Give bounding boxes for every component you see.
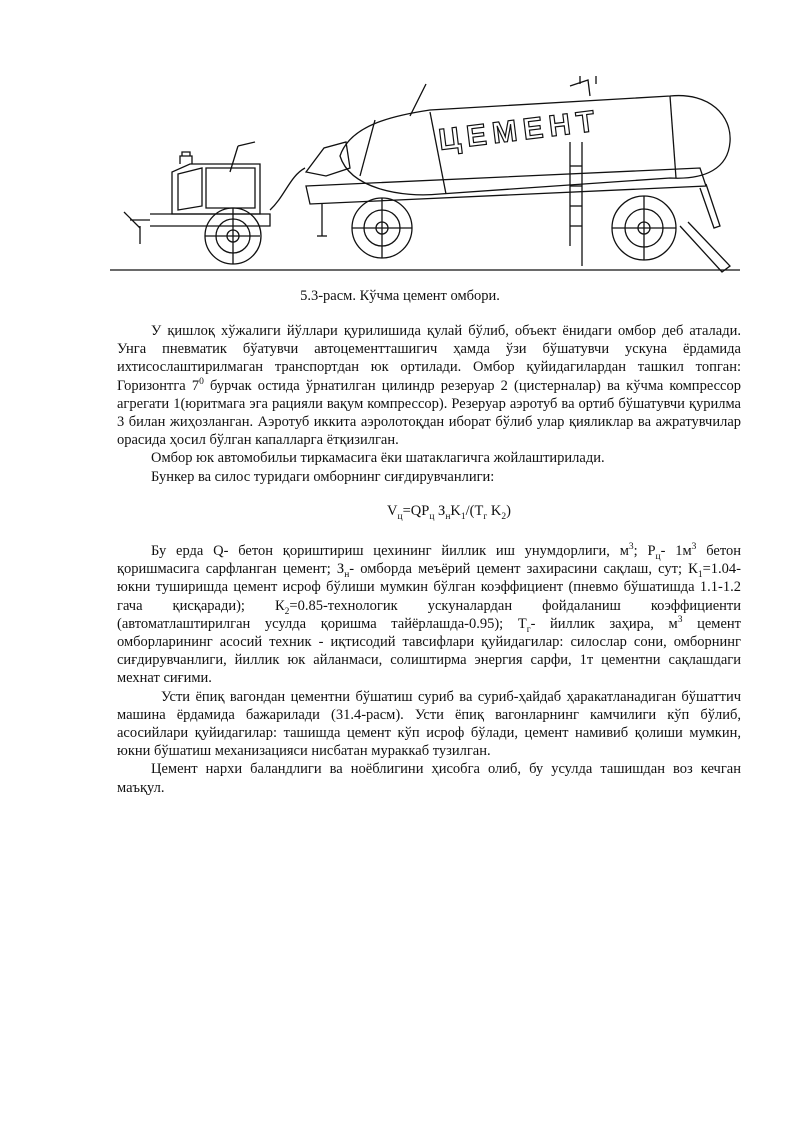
paragraph-3: Бункер ва силос туридаги омборнинг сиғдирувчанлиги: xyxy=(151,468,495,485)
capacity-formula: $V_ц=QP_ц$ $З_нK_1/(T_г$ $K_2$) xyxy=(387,502,511,522)
body-text xyxy=(117,322,741,797)
paragraph-5: Цемент нархи баландлиги ва ноёблигини ҳисобга олиб, бу усулда ташишдан воз кечган маъқул. xyxy=(117,761,741,796)
cement-storage-figure xyxy=(110,76,750,276)
compressor-unit xyxy=(124,142,270,264)
hose xyxy=(270,168,305,210)
paragraph-4: Усти ёпиқ вагондан цементни бўшатиш суриб ва суриб-ҳайдаб ҳаракатланадиган бўшаттич машина ёрдамида бажарилади (31.4-расм). Усти ёпиқ вагонларнинг камчилиги кўп бўлиб, асосийлари қуйидагилар: ташишда цемент кўп исроф бўлади, цемент намивиб қолиши мумкин, юкни бўшатиш механизацияси нисбатан мураккаб тузилган. xyxy=(117,688,741,760)
paragraph-1: У қишлоқ хўжалиги йўллари қурилишида қулай бўлиб, объект ёнидаги омбор деб аталади. Унга пневматик бўатувчи автоцементташигич ҳамда ўзи бўшатувчи ускуна ёрдамида ихтисослаштирилмаган транспортдан юк ортилади. Омбор қуйидагилардан ташкил топган: Горизонтга $7^0$ бурчак остида ўрнатилган цилиндр резеруар 2 (цистерналар) ва кўчма компрессор агрегати 1(юритмага эга рацияли вақум компрессор). Резеруар аэротуб ва ортиб бўшатувчи қурилма 3 билан жиҳозланган. Аэротуб иккита аэролотоқдан иборат бўлиб улар қияликлар ва ажратувчилар орасида ҳосил бўлган капалларга ётқизилган. xyxy=(117,323,741,449)
cement-tank-trailer xyxy=(306,76,730,272)
paragraph-2: Омбор юк автомобильи тиркамасига ёки шатаклагичга жойлаштирилади. xyxy=(151,450,605,467)
figure-caption: 5.3-расм. Кўчма цемент омбори. xyxy=(300,288,500,304)
tank-lettering: ЦЕМЕНТ xyxy=(436,104,603,157)
formula-explanation: Бу ерда Q- бетон қориштириш цехининг йиллик иш унумдорлиги, $м^3$; $Р_ц-$ $1м^3$ бетон қоришмасига сарфланган цемент; $З_н-$ омборда меъёрий цемент захирасини сақлаш, сут; $К_1=1.04-$ юкни туширишда цемент исроф бўлиши мумкин бўлган коэффициент (пневмо бўшатишда 1.1-1.2 гача қисқаради); $К_2=0.85$-технологик ускуналардан фойдаланиш коэффициенти (автоматлаштирилган усулда қоришма тайёрлашда-0.95); $Т_г-$ йиллик заҳира, $м^3$ цемент омборларининг асосий техник - иқтисодий тавсифлари қуйидагилар: силослар сони, омборнинг сиғдирувчанлиги, йиллик юк айланмаси, солиштирма энергия сарфи, 1т цементни сақлашдаги мехнат сиғими. xyxy=(117,542,742,687)
